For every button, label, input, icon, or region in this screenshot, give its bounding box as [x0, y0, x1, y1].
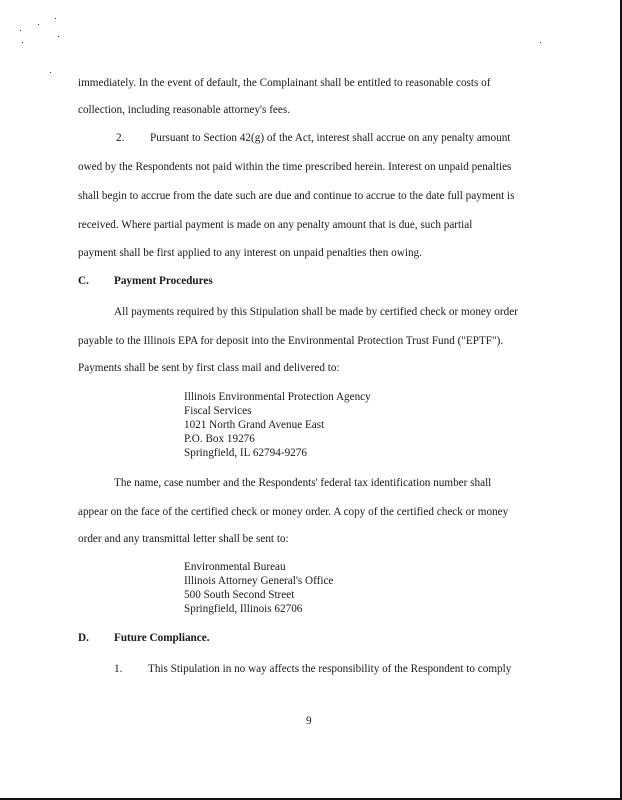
body-text-line: immediately. In the event of default, the Complainant shall be entitled to reasonable costs of [78, 77, 491, 89]
body-text-line: The name, case number and the Respondents' federal tax identification number shall [114, 477, 492, 489]
address-line: P.O. Box 19276 [184, 433, 255, 445]
address-line: 1021 North Grand Avenue East [184, 419, 325, 431]
scan-speck [540, 42, 541, 43]
body-text-line: owed by the Respondents not paid within the time prescribed herein. Interest on unpaid penalties [78, 161, 512, 173]
body-text-line: appear on the face of the certified check or money order. A copy of the certified check or money [78, 506, 509, 518]
body-text-line: collection, including reasonable attorney's fees. [78, 104, 291, 116]
body-text-line: payment shall be first applied to any interest on unpaid penalties then owing. [78, 247, 422, 259]
scan-speck [50, 72, 51, 73]
body-text-line: All payments required by this Stipulation shall be made by certified check or money order [114, 306, 518, 318]
address-line: Springfield, Illinois 62706 [184, 603, 303, 615]
address-line: Fiscal Services [184, 405, 252, 417]
address-line: Illinois Attorney General's Office [184, 575, 334, 587]
body-text-line: Pursuant to Section 42(g) of the Act, interest shall accrue on any penalty amount [150, 132, 511, 144]
section-heading: Payment Procedures [114, 275, 213, 287]
body-text-line: Payments shall be sent by first class mail and delivered to: [78, 362, 340, 374]
address-line: Illinois Environmental Protection Agency [184, 391, 371, 403]
scan-speck [20, 30, 21, 31]
section-letter: C. [78, 275, 89, 287]
scan-speck [58, 36, 59, 37]
address-line: 500 South Second Street [184, 589, 295, 601]
body-text-line: order and any transmittal letter shall be sent to: [78, 533, 289, 545]
item-number: 2. [116, 132, 125, 144]
address-line: Springfield, IL 62794-9276 [184, 447, 307, 459]
body-text-line: shall begin to accrue from the date such are due and continue to accrue to the date full payment is [78, 190, 515, 202]
section-heading: Future Compliance. [114, 632, 210, 644]
scan-speck [22, 42, 23, 43]
page-number: 9 [306, 715, 312, 727]
item-number: 1. [114, 663, 123, 675]
body-text-line: received. Where partial payment is made on any penalty amount that is due, such partial [78, 219, 473, 231]
address-line: Environmental Bureau [184, 561, 286, 573]
body-text-line: This Stipulation in no way affects the responsibility of the Respondent to comply [148, 663, 512, 675]
scan-speck [38, 24, 39, 25]
section-letter: D. [78, 632, 89, 644]
body-text-line: payable to the Illinois EPA for deposit into the Environmental Protection Trust Fund ("EPTF"). [78, 335, 504, 347]
scan-speck [55, 18, 56, 19]
